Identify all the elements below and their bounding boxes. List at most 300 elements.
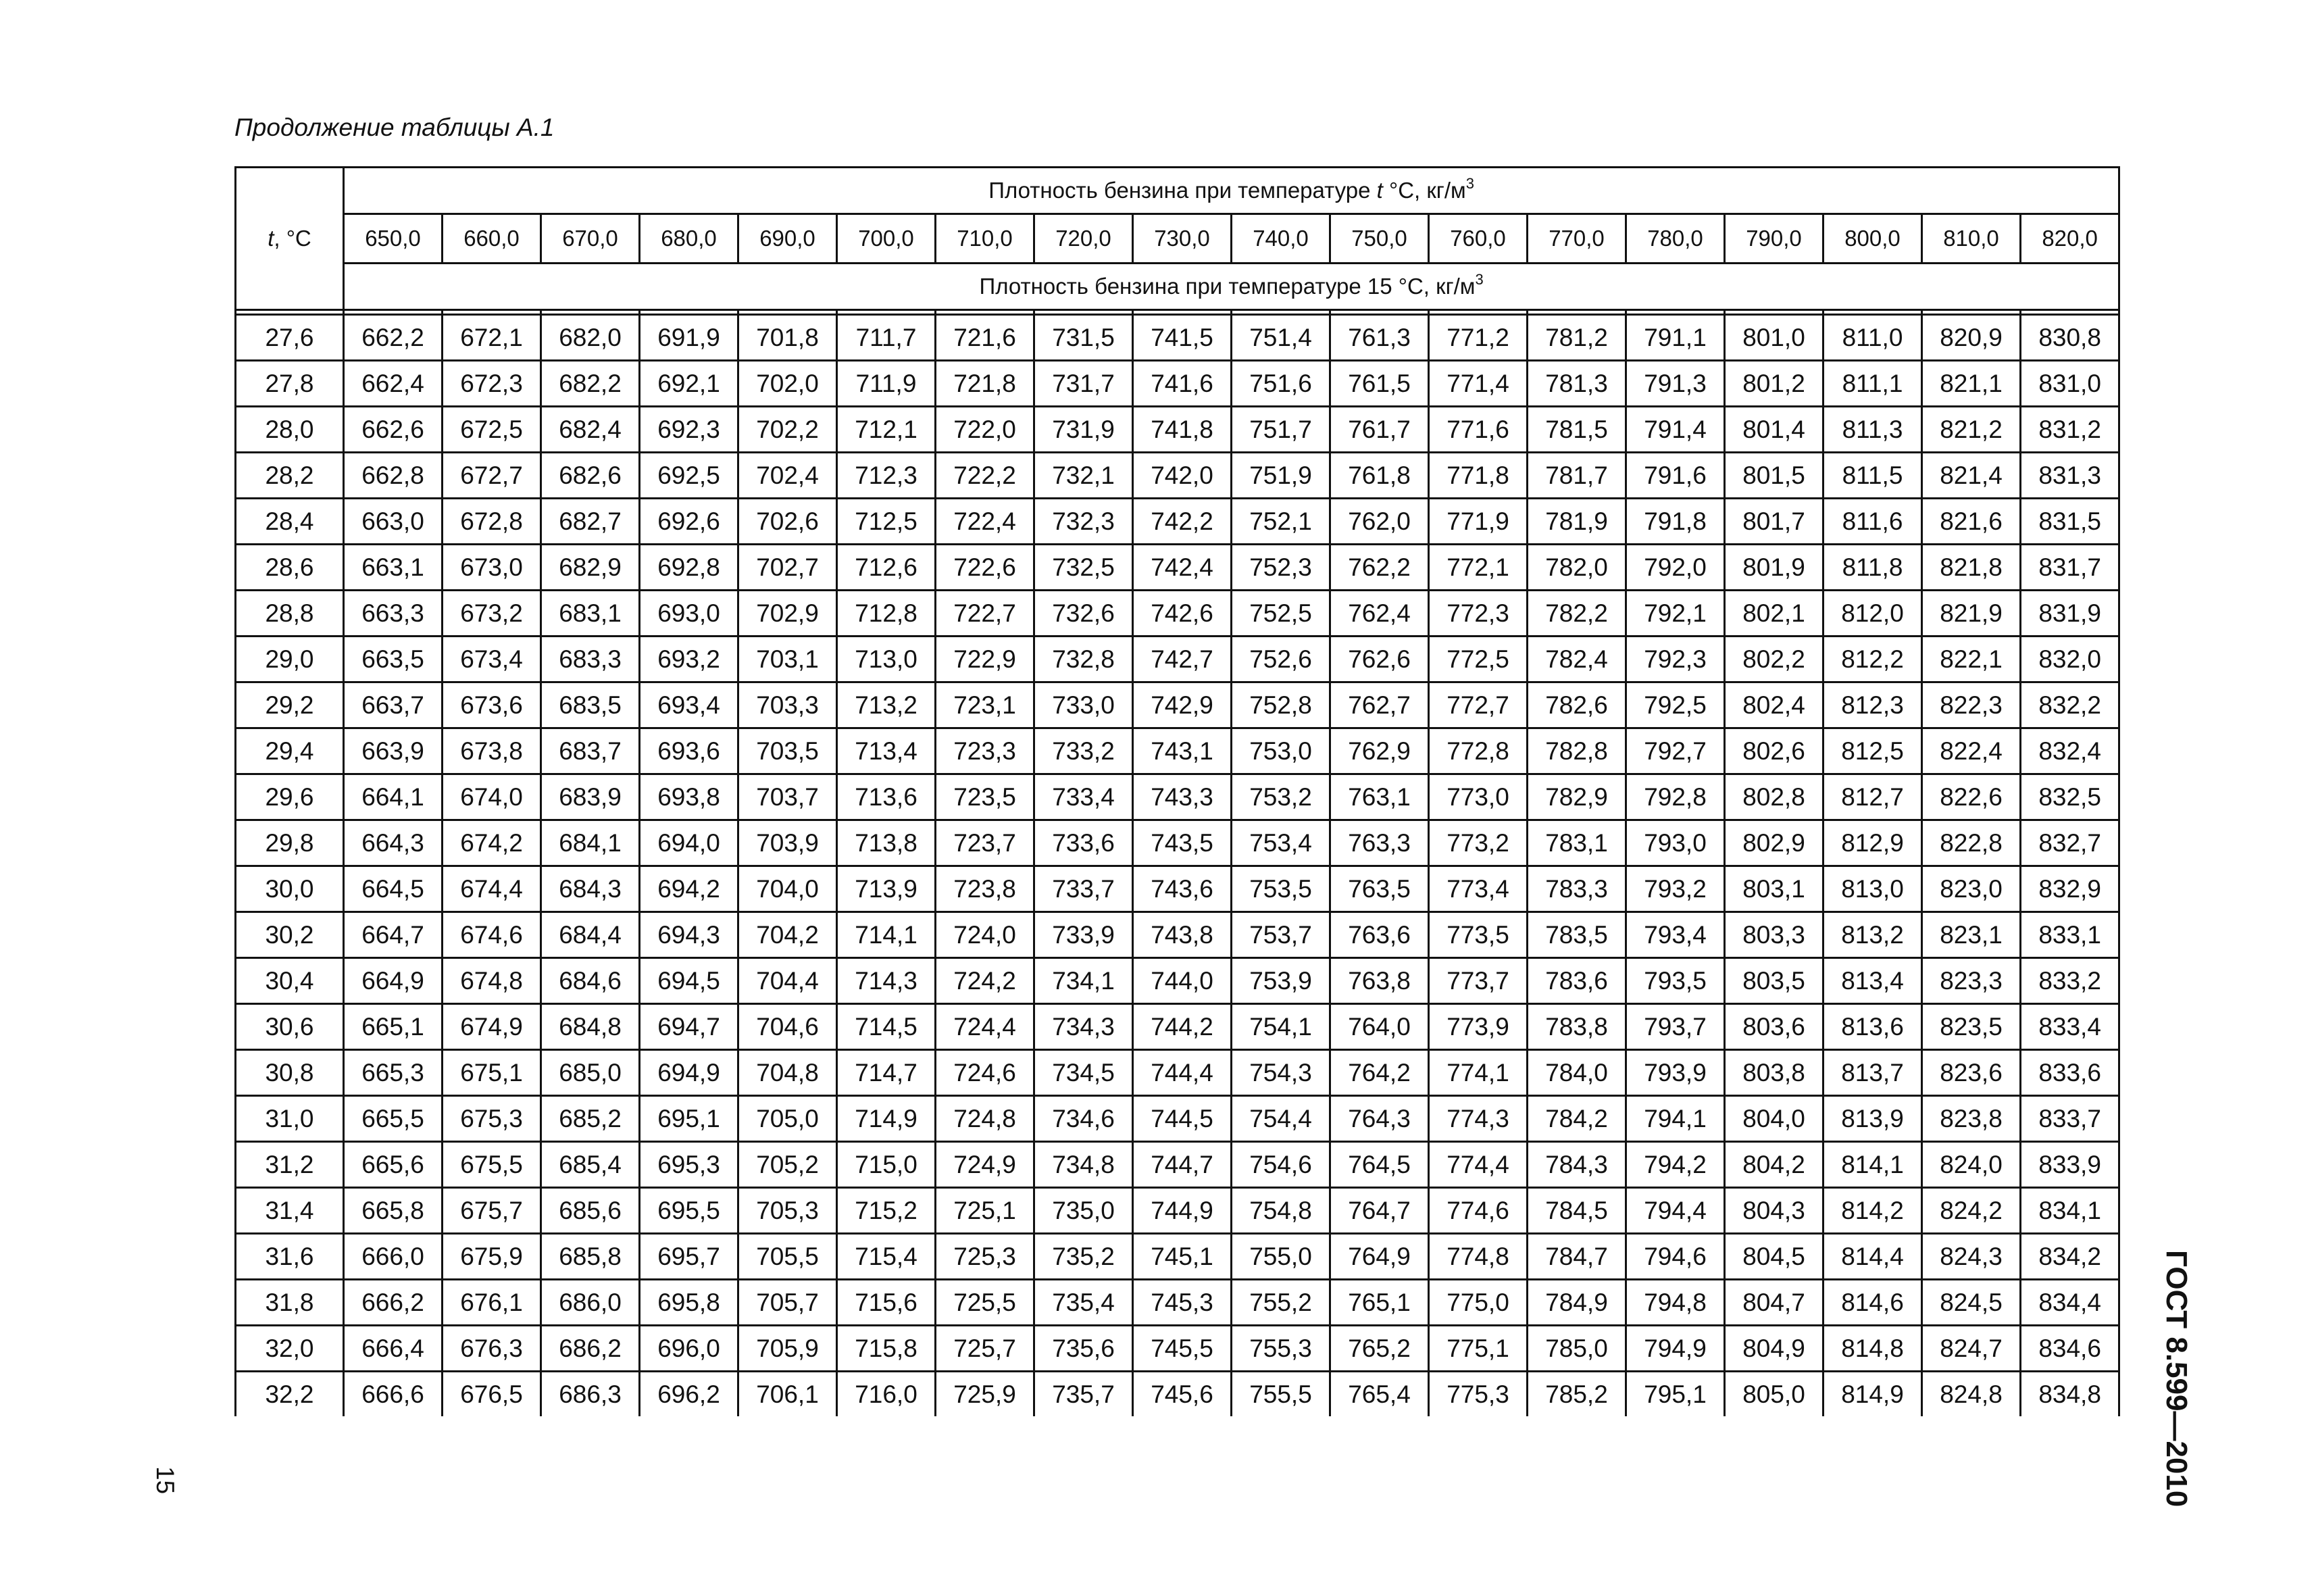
density-value-cell: 812,3 (1823, 682, 1922, 728)
density-value-cell: 674,6 (443, 912, 541, 958)
density-value-cell: 803,8 (1725, 1050, 1823, 1096)
density-value-cell: 801,9 (1725, 545, 1823, 591)
density-value-cell: 834,1 (2021, 1188, 2119, 1234)
density-value-cell: 804,5 (1725, 1234, 1823, 1280)
table-row (236, 453, 2119, 499)
density-header-cell: 680,0 (640, 214, 738, 264)
temperature-cell: 32,0 (236, 1326, 344, 1372)
density-value-cell: 764,9 (1330, 1234, 1429, 1280)
page-number: 15 (151, 1466, 179, 1495)
separator-cell (1626, 310, 1725, 315)
density-value-cell: 762,9 (1330, 728, 1429, 774)
density-value-cell: 705,2 (738, 1142, 837, 1188)
density-value-cell: 663,7 (344, 682, 443, 728)
density-value-cell: 782,9 (1528, 774, 1626, 820)
density-value-cell: 761,5 (1330, 361, 1429, 407)
density-value-cell: 666,0 (344, 1234, 443, 1280)
density-value-cell: 765,4 (1330, 1372, 1429, 1417)
density-value-cell: 794,4 (1626, 1188, 1725, 1234)
density-header-cell: 810,0 (1922, 214, 2021, 264)
density-value-cell: 753,9 (1232, 958, 1330, 1004)
density-header-cell: 770,0 (1528, 214, 1626, 264)
density-value-cell: 731,5 (1034, 315, 1133, 361)
density-value-cell: 784,7 (1528, 1234, 1626, 1280)
density-value-cell: 742,7 (1133, 637, 1232, 682)
density-value-cell: 794,9 (1626, 1326, 1725, 1372)
table-row (236, 1234, 2119, 1280)
density-value-cell: 771,2 (1429, 315, 1528, 361)
density-value-cell: 793,5 (1626, 958, 1725, 1004)
density-value-cell: 802,8 (1725, 774, 1823, 820)
density-value-cell: 824,0 (1922, 1142, 2021, 1188)
density-value-cell: 743,1 (1133, 728, 1232, 774)
density-value-cell: 735,4 (1034, 1280, 1133, 1326)
density-value-cell: 684,6 (541, 958, 640, 1004)
density-value-cell: 792,7 (1626, 728, 1725, 774)
density-value-cell: 692,1 (640, 361, 738, 407)
density-value-cell: 724,0 (936, 912, 1034, 958)
density-value-cell: 793,9 (1626, 1050, 1725, 1096)
density-value-cell: 695,5 (640, 1188, 738, 1234)
density-value-cell: 674,4 (443, 866, 541, 912)
density-value-cell: 712,5 (837, 499, 936, 545)
density-value-cell: 733,9 (1034, 912, 1133, 958)
density-header-cell: 740,0 (1232, 214, 1330, 264)
density-value-cell: 824,5 (1922, 1280, 2021, 1326)
density-value-cell: 741,5 (1133, 315, 1232, 361)
density-value-cell: 833,6 (2021, 1050, 2119, 1096)
density-value-cell: 704,0 (738, 866, 837, 912)
temperature-cell: 29,0 (236, 637, 344, 682)
density-value-cell: 663,9 (344, 728, 443, 774)
density-value-cell: 665,1 (344, 1004, 443, 1050)
density-value-cell: 663,1 (344, 545, 443, 591)
table-row (236, 1004, 2119, 1050)
density-value-cell: 711,7 (837, 315, 936, 361)
density-value-cell: 684,3 (541, 866, 640, 912)
density-value-cell: 725,7 (936, 1326, 1034, 1372)
density-value-cell: 791,4 (1626, 407, 1725, 453)
density-value-cell: 812,2 (1823, 637, 1922, 682)
density-value-cell: 801,2 (1725, 361, 1823, 407)
density-value-cell: 693,0 (640, 591, 738, 637)
density-value-cell: 682,9 (541, 545, 640, 591)
density-value-cell: 811,0 (1823, 315, 1922, 361)
density-value-cell: 704,2 (738, 912, 837, 958)
separator-cell (1823, 310, 1922, 315)
density-value-cell: 683,7 (541, 728, 640, 774)
density-value-cell: 695,3 (640, 1142, 738, 1188)
density-value-cell: 686,3 (541, 1372, 640, 1417)
separator-cell (1429, 310, 1528, 315)
density-value-cell: 782,2 (1528, 591, 1626, 637)
table-row (236, 591, 2119, 637)
density-value-cell: 705,0 (738, 1096, 837, 1142)
density-value-cell: 673,2 (443, 591, 541, 637)
separator-cell (344, 310, 443, 315)
density-value-cell: 773,2 (1429, 820, 1528, 866)
separator-cell (541, 310, 640, 315)
density-value-cell: 822,6 (1922, 774, 2021, 820)
density-value-cell: 774,4 (1429, 1142, 1528, 1188)
density-value-cell: 793,4 (1626, 912, 1725, 958)
density-value-cell: 804,3 (1725, 1188, 1823, 1234)
density-value-cell: 722,9 (936, 637, 1034, 682)
density-value-cell: 694,3 (640, 912, 738, 958)
density-value-cell: 662,8 (344, 453, 443, 499)
density-value-cell: 752,3 (1232, 545, 1330, 591)
density-value-cell: 784,9 (1528, 1280, 1626, 1326)
density-value-cell: 811,3 (1823, 407, 1922, 453)
density-value-cell: 712,3 (837, 453, 936, 499)
table-row (236, 866, 2119, 912)
density-value-cell: 765,2 (1330, 1326, 1429, 1372)
density-header-cell: 660,0 (443, 214, 541, 264)
density-value-cell: 673,4 (443, 637, 541, 682)
density-value-cell: 773,7 (1429, 958, 1528, 1004)
density-value-cell: 724,2 (936, 958, 1034, 1004)
density-value-cell: 732,5 (1034, 545, 1133, 591)
density-value-cell: 743,3 (1133, 774, 1232, 820)
density-value-cell: 665,3 (344, 1050, 443, 1096)
density-value-cell: 813,0 (1823, 866, 1922, 912)
temperature-cell: 30,4 (236, 958, 344, 1004)
density-value-cell: 753,0 (1232, 728, 1330, 774)
density-value-cell: 754,6 (1232, 1142, 1330, 1188)
density-value-cell: 783,5 (1528, 912, 1626, 958)
density-value-cell: 714,3 (837, 958, 936, 1004)
table-row (236, 912, 2119, 958)
density-value-cell: 693,2 (640, 637, 738, 682)
density-value-cell: 685,6 (541, 1188, 640, 1234)
density-value-cell: 833,9 (2021, 1142, 2119, 1188)
density-value-cell: 811,8 (1823, 545, 1922, 591)
density-value-cell: 754,8 (1232, 1188, 1330, 1234)
density-value-cell: 751,4 (1232, 315, 1330, 361)
density-value-cell: 781,9 (1528, 499, 1626, 545)
density-value-cell: 801,7 (1725, 499, 1823, 545)
density-value-cell: 723,5 (936, 774, 1034, 820)
density-value-cell: 715,0 (837, 1142, 936, 1188)
density-value-cell: 722,7 (936, 591, 1034, 637)
density-value-cell: 822,1 (1922, 637, 2021, 682)
density-value-cell: 721,8 (936, 361, 1034, 407)
density-value-cell: 820,9 (1922, 315, 2021, 361)
density-value-cell: 754,1 (1232, 1004, 1330, 1050)
separator-cell (1330, 310, 1429, 315)
density-value-cell: 694,9 (640, 1050, 738, 1096)
density-value-cell: 692,5 (640, 453, 738, 499)
density-value-cell: 802,2 (1725, 637, 1823, 682)
density-header-cell: 780,0 (1626, 214, 1725, 264)
density-value-cell: 713,8 (837, 820, 936, 866)
density-value-cell: 831,5 (2021, 499, 2119, 545)
density-value-cell: 674,2 (443, 820, 541, 866)
separator-cell (1725, 310, 1823, 315)
density-value-cell: 762,7 (1330, 682, 1429, 728)
density-value-cell: 675,9 (443, 1234, 541, 1280)
density-value-cell: 834,8 (2021, 1372, 2119, 1417)
density-value-cell: 692,6 (640, 499, 738, 545)
density-value-cell: 783,6 (1528, 958, 1626, 1004)
density-value-cell: 693,4 (640, 682, 738, 728)
density-value-cell: 672,7 (443, 453, 541, 499)
density-value-cell: 771,6 (1429, 407, 1528, 453)
table-body (236, 315, 2119, 1417)
density-value-cell: 733,2 (1034, 728, 1133, 774)
density-value-cell: 783,8 (1528, 1004, 1626, 1050)
density-value-cell: 772,7 (1429, 682, 1528, 728)
density-value-cell: 801,5 (1725, 453, 1823, 499)
density-value-cell: 774,3 (1429, 1096, 1528, 1142)
density-value-cell: 723,1 (936, 682, 1034, 728)
density-value-cell: 754,4 (1232, 1096, 1330, 1142)
density-value-cell: 830,8 (2021, 315, 2119, 361)
density-value-cell: 833,4 (2021, 1004, 2119, 1050)
density-value-cell: 763,3 (1330, 820, 1429, 866)
density-value-cell: 715,6 (837, 1280, 936, 1326)
density-value-cell: 764,0 (1330, 1004, 1429, 1050)
density-value-cell: 832,9 (2021, 866, 2119, 912)
density-value-cell: 733,7 (1034, 866, 1133, 912)
density-table (234, 166, 2120, 1416)
density-value-cell: 821,4 (1922, 453, 2021, 499)
table-row (236, 958, 2119, 1004)
density-value-cell: 821,8 (1922, 545, 2021, 591)
density-value-cell: 664,9 (344, 958, 443, 1004)
density-value-cell: 682,2 (541, 361, 640, 407)
density-value-cell: 701,8 (738, 315, 837, 361)
density-value-cell: 743,5 (1133, 820, 1232, 866)
density-value-cell: 812,5 (1823, 728, 1922, 774)
density-value-cell: 823,5 (1922, 1004, 2021, 1050)
table-row (236, 820, 2119, 866)
density-value-cell: 674,8 (443, 958, 541, 1004)
table-row (236, 682, 2119, 728)
density-value-cell: 676,5 (443, 1372, 541, 1417)
density-value-cell: 715,2 (837, 1188, 936, 1234)
density-value-cell: 814,6 (1823, 1280, 1922, 1326)
density-value-cell: 722,6 (936, 545, 1034, 591)
density-value-cell: 755,2 (1232, 1280, 1330, 1326)
density-value-cell: 745,3 (1133, 1280, 1232, 1326)
density-value-cell: 713,9 (837, 866, 936, 912)
density-value-cell: 714,7 (837, 1050, 936, 1096)
density-value-cell: 822,3 (1922, 682, 2021, 728)
density-value-cell: 685,2 (541, 1096, 640, 1142)
density-value-cell: 813,4 (1823, 958, 1922, 1004)
density-value-cell: 672,1 (443, 315, 541, 361)
density-value-cell: 755,3 (1232, 1326, 1330, 1372)
density-value-cell: 751,7 (1232, 407, 1330, 453)
density-value-cell: 763,8 (1330, 958, 1429, 1004)
density-value-cell: 741,6 (1133, 361, 1232, 407)
table-row (236, 774, 2119, 820)
density-value-cell: 801,4 (1725, 407, 1823, 453)
density-value-cell: 732,3 (1034, 499, 1133, 545)
density-value-cell: 752,5 (1232, 591, 1330, 637)
density-value-cell: 723,8 (936, 866, 1034, 912)
density-value-cell: 784,2 (1528, 1096, 1626, 1142)
density-value-cell: 804,2 (1725, 1142, 1823, 1188)
density-value-cell: 814,8 (1823, 1326, 1922, 1372)
temperature-cell: 28,2 (236, 453, 344, 499)
density-value-cell: 764,7 (1330, 1188, 1429, 1234)
density-value-cell: 814,9 (1823, 1372, 1922, 1417)
density-value-cell: 695,8 (640, 1280, 738, 1326)
density-value-cell: 704,6 (738, 1004, 837, 1050)
temperature-cell: 29,4 (236, 728, 344, 774)
density-value-cell: 831,7 (2021, 545, 2119, 591)
density-value-cell: 712,8 (837, 591, 936, 637)
density-value-cell: 693,6 (640, 728, 738, 774)
density-value-cell: 745,5 (1133, 1326, 1232, 1372)
density-value-cell: 665,5 (344, 1096, 443, 1142)
density-value-cell: 792,0 (1626, 545, 1725, 591)
density-value-cell: 785,2 (1528, 1372, 1626, 1417)
density-value-cell: 723,7 (936, 820, 1034, 866)
density-value-cell: 772,3 (1429, 591, 1528, 637)
density-value-cell: 711,9 (837, 361, 936, 407)
density-value-cell: 664,5 (344, 866, 443, 912)
table-row (236, 1326, 2119, 1372)
density-value-cell: 753,2 (1232, 774, 1330, 820)
density-header-cell: 790,0 (1725, 214, 1823, 264)
density-value-cell: 781,5 (1528, 407, 1626, 453)
density-value-cell: 781,3 (1528, 361, 1626, 407)
density-value-cell: 675,1 (443, 1050, 541, 1096)
density-value-cell: 792,5 (1626, 682, 1725, 728)
density-value-cell: 764,3 (1330, 1096, 1429, 1142)
density-value-cell: 663,0 (344, 499, 443, 545)
density-value-cell: 771,4 (1429, 361, 1528, 407)
density-value-cell: 743,6 (1133, 866, 1232, 912)
temperature-cell: 29,2 (236, 682, 344, 728)
density-value-cell: 715,8 (837, 1326, 936, 1372)
density-value-cell: 814,4 (1823, 1234, 1922, 1280)
density-value-cell: 792,8 (1626, 774, 1725, 820)
temperature-cell: 31,8 (236, 1280, 344, 1326)
separator-cell (1034, 310, 1133, 315)
density-value-cell: 731,9 (1034, 407, 1133, 453)
density-value-cell: 703,3 (738, 682, 837, 728)
density-value-cell: 682,4 (541, 407, 640, 453)
density-value-cell: 831,3 (2021, 453, 2119, 499)
density-value-cell: 714,9 (837, 1096, 936, 1142)
density-value-cell: 794,2 (1626, 1142, 1725, 1188)
density-value-cell: 812,9 (1823, 820, 1922, 866)
density-value-cell: 763,6 (1330, 912, 1429, 958)
density-value-cell: 782,8 (1528, 728, 1626, 774)
standard-designation: ГОСТ 8.599—2010 (2160, 1250, 2193, 1507)
density-value-cell: 662,4 (344, 361, 443, 407)
density-value-cell: 781,7 (1528, 453, 1626, 499)
density-value-cell: 795,1 (1626, 1372, 1725, 1417)
density-value-cell: 744,5 (1133, 1096, 1232, 1142)
density-value-cell: 803,5 (1725, 958, 1823, 1004)
separator-cell (1133, 310, 1232, 315)
density-value-cell: 735,6 (1034, 1326, 1133, 1372)
density-value-cell: 753,4 (1232, 820, 1330, 866)
density-value-cell: 752,6 (1232, 637, 1330, 682)
density-value-cell: 811,6 (1823, 499, 1922, 545)
density-value-cell: 721,6 (936, 315, 1034, 361)
density-value-cell: 663,3 (344, 591, 443, 637)
density-value-cell: 762,6 (1330, 637, 1429, 682)
density-value-cell: 673,6 (443, 682, 541, 728)
separator-cell (837, 310, 936, 315)
density-value-cell: 755,0 (1232, 1234, 1330, 1280)
density-value-cell: 821,6 (1922, 499, 2021, 545)
temperature-cell: 28,4 (236, 499, 344, 545)
density-value-cell: 781,2 (1528, 315, 1626, 361)
density-value-cell: 791,8 (1626, 499, 1725, 545)
density-value-cell: 702,4 (738, 453, 837, 499)
density-value-cell: 676,1 (443, 1280, 541, 1326)
density-value-cell: 774,8 (1429, 1234, 1528, 1280)
density-value-cell: 794,8 (1626, 1280, 1725, 1326)
density-value-cell: 686,2 (541, 1326, 640, 1372)
density-value-cell: 694,5 (640, 958, 738, 1004)
density-value-cell: 682,7 (541, 499, 640, 545)
density-value-cell: 705,7 (738, 1280, 837, 1326)
temperature-cell: 28,8 (236, 591, 344, 637)
temperature-cell: 28,6 (236, 545, 344, 591)
temperature-cell: 32,2 (236, 1372, 344, 1417)
separator-cell (1528, 310, 1626, 315)
density-value-cell: 682,0 (541, 315, 640, 361)
density-value-cell: 724,9 (936, 1142, 1034, 1188)
density-value-cell: 823,1 (1922, 912, 2021, 958)
density-value-cell: 735,0 (1034, 1188, 1133, 1234)
density-value-cell: 666,6 (344, 1372, 443, 1417)
density-value-cell: 833,2 (2021, 958, 2119, 1004)
density-value-cell: 824,7 (1922, 1326, 2021, 1372)
density-value-cell: 791,1 (1626, 315, 1725, 361)
density-header-cell: 820,0 (2021, 214, 2119, 264)
density-value-cell: 682,6 (541, 453, 640, 499)
separator-cell (738, 310, 837, 315)
density-value-cell: 812,0 (1823, 591, 1922, 637)
density-value-cell: 745,1 (1133, 1234, 1232, 1280)
density-value-cell: 812,7 (1823, 774, 1922, 820)
density-value-cell: 811,5 (1823, 453, 1922, 499)
density-value-cell: 744,4 (1133, 1050, 1232, 1096)
density-value-cell: 792,3 (1626, 637, 1725, 682)
density-value-cell: 793,7 (1626, 1004, 1725, 1050)
density-value-cell: 824,8 (1922, 1372, 2021, 1417)
temperature-cell: 29,8 (236, 820, 344, 866)
density-value-cell: 794,1 (1626, 1096, 1725, 1142)
density-value-cell: 744,0 (1133, 958, 1232, 1004)
density-value-cell: 803,1 (1725, 866, 1823, 912)
density-value-cell: 834,2 (2021, 1234, 2119, 1280)
density-value-cell: 813,9 (1823, 1096, 1922, 1142)
density-value-cell: 821,1 (1922, 361, 2021, 407)
table-row (236, 361, 2119, 407)
density-value-cell: 821,2 (1922, 407, 2021, 453)
density-value-cell: 713,6 (837, 774, 936, 820)
density-value-cell: 672,5 (443, 407, 541, 453)
density-value-cell: 713,0 (837, 637, 936, 682)
density-value-cell: 691,9 (640, 315, 738, 361)
temperature-cell: 29,6 (236, 774, 344, 820)
density-value-cell: 803,3 (1725, 912, 1823, 958)
density-value-cell: 763,5 (1330, 866, 1429, 912)
density-value-cell: 722,2 (936, 453, 1034, 499)
density-value-cell: 802,6 (1725, 728, 1823, 774)
density-value-cell: 734,6 (1034, 1096, 1133, 1142)
